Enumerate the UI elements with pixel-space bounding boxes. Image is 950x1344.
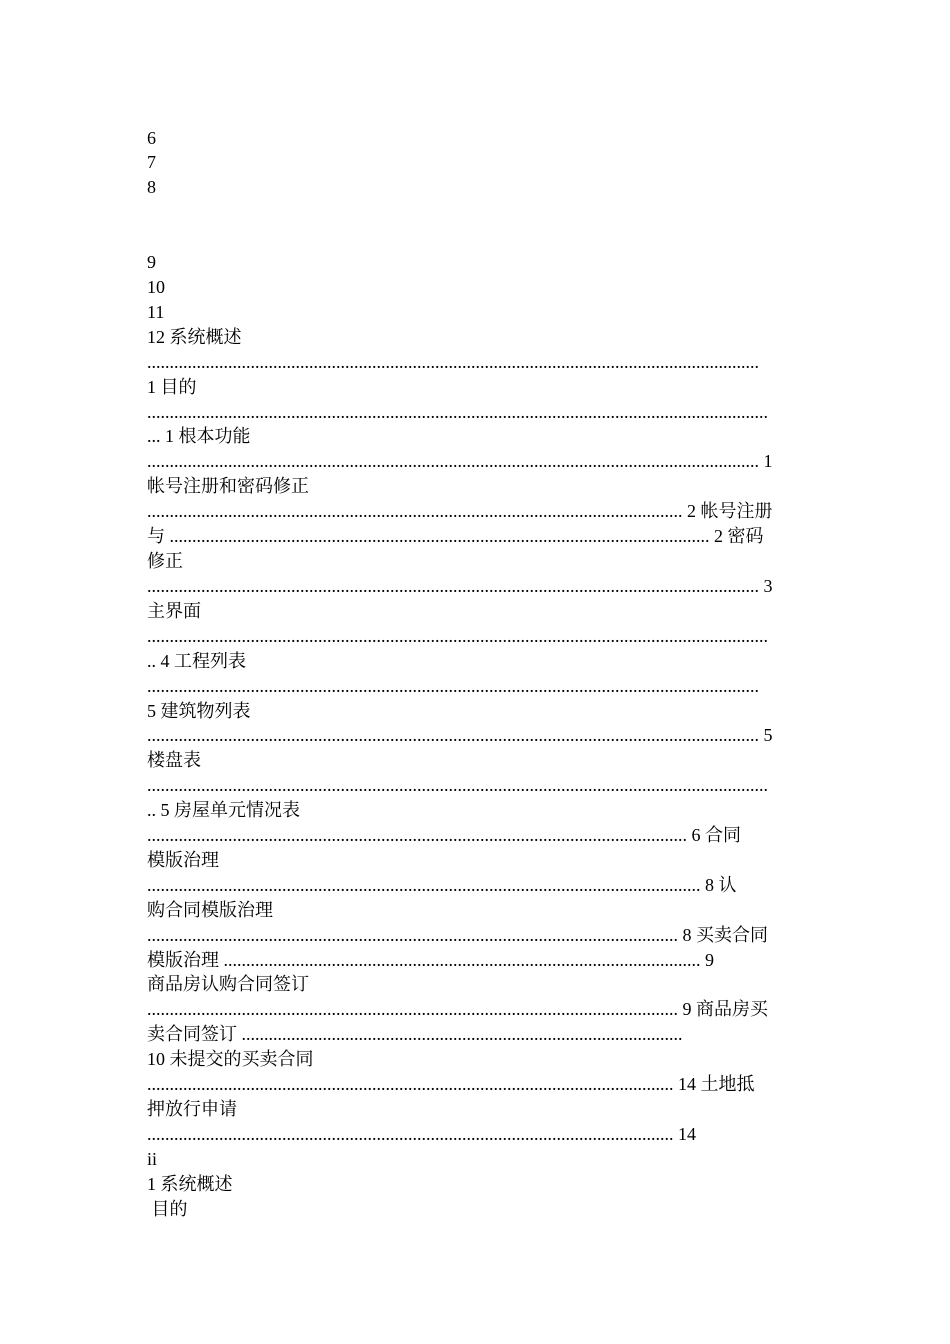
dot-leader-line: ........................................................................................................................................ 5 bbox=[147, 725, 773, 745]
dot-leader-line: .......................................................................................................................................... bbox=[147, 626, 768, 646]
text-line: 9 bbox=[147, 252, 156, 272]
text-line: 押放行申请 bbox=[147, 1099, 237, 1119]
text-line: 帐号注册和密码修正 bbox=[147, 476, 309, 496]
text-line: 7 bbox=[147, 152, 156, 172]
dot-leader-line: ..................................................................................................................... 14 土地抵 bbox=[147, 1074, 755, 1094]
text-line: 修正 bbox=[147, 551, 183, 571]
dot-leader-line: ........................................................................................................................................ 1 bbox=[147, 451, 773, 471]
text-line: 1 目的 bbox=[147, 377, 197, 397]
subsection-heading: 目的 bbox=[147, 1199, 188, 1219]
dot-leader-line: ....................................................................................................................... 2 帐号注册 bbox=[147, 501, 773, 521]
dot-leader-line: ........................................................................................................................................ 3 bbox=[147, 576, 773, 596]
text-line: 模版治理 bbox=[147, 850, 219, 870]
text-line: 5 建筑物列表 bbox=[147, 701, 251, 721]
dot-leader-line: ...................................................................................................................... 9 商品房买 bbox=[147, 999, 768, 1019]
text-line: 11 bbox=[147, 302, 165, 322]
text-line: .. 4 工程列表 bbox=[147, 651, 246, 671]
text-line: 购合同模版治理 bbox=[147, 900, 273, 920]
text-line: 卖合同签订 .................................................................................................. bbox=[147, 1024, 683, 1044]
page-number: ii bbox=[147, 1149, 158, 1169]
text-line: 8 bbox=[147, 177, 156, 197]
dot-leader-line: 与 ........................................................................................................................ 2 密码 bbox=[147, 526, 764, 546]
text-line: 模版治理 .......................................................................................................... 9 bbox=[147, 950, 714, 970]
dot-leader-line: ........................................................................................................................................ bbox=[147, 676, 759, 696]
section-heading: 1 系统概述 bbox=[147, 1174, 233, 1194]
text-line: .. 5 房屋单元情况表 bbox=[147, 800, 300, 820]
dot-leader-line: ..................................................................................................................... 14 bbox=[147, 1124, 696, 1144]
dot-leader-line: ...................................................................................................................... 8 买卖合同 bbox=[147, 925, 768, 945]
text-line: 10 未提交的买卖合同 bbox=[147, 1049, 314, 1069]
text-line: 主界面 bbox=[147, 601, 201, 621]
dot-leader-line: .......................................................................................................................................... bbox=[147, 402, 768, 422]
dot-leader-line: ........................................................................................................................................ bbox=[147, 352, 759, 372]
text-line: 商品房认购合同签订 bbox=[147, 974, 309, 994]
text-line: ... 1 根本功能 bbox=[147, 426, 251, 446]
text-line: 12 系统概述 bbox=[147, 327, 242, 347]
text-line: 6 bbox=[147, 128, 156, 148]
text-line: 10 bbox=[147, 277, 165, 297]
text-line: 楼盘表 bbox=[147, 750, 201, 770]
dot-leader-line: ........................................................................................................................... 8 认 bbox=[147, 875, 737, 895]
dot-leader-line: .......................................................................................................................................... bbox=[147, 775, 768, 795]
dot-leader-line: ........................................................................................................................ 6 合同 bbox=[147, 825, 741, 845]
